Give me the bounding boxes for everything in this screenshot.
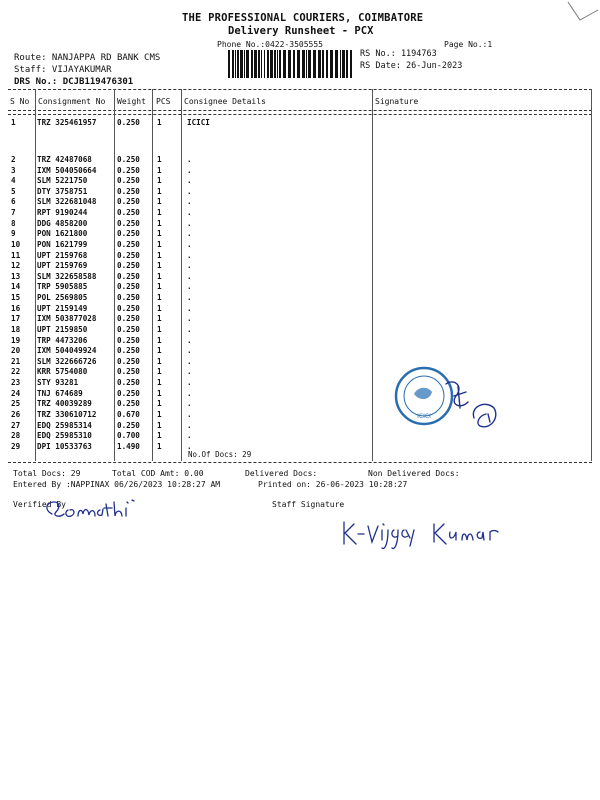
row-consignment-no: TRZ 42487068 <box>37 155 92 164</box>
row-pcs: 1 <box>157 165 162 175</box>
row-sno: 14 <box>11 282 21 292</box>
row-pcs: 1 <box>157 303 162 313</box>
row-consignee-details: . <box>187 282 192 292</box>
row-pcs: 1 <box>157 218 162 228</box>
row-sno: 12 <box>11 261 21 271</box>
row-pcs: 1 <box>157 441 162 451</box>
row-sno: 4 <box>11 176 16 186</box>
row-pcs: 1 <box>157 420 162 430</box>
row-pcs: 1 <box>157 271 162 281</box>
no-of-docs: No.Of Docs: 29 <box>188 450 252 459</box>
row-consignment-no: DDG 4858200 <box>37 218 88 228</box>
row-sno: 23 <box>11 378 21 388</box>
barcode-bar <box>258 50 260 78</box>
row-weight: 0.250 <box>117 218 140 228</box>
non-delivered-docs: Non Delivered Docs: <box>368 469 460 478</box>
barcode-bar <box>270 50 273 78</box>
row-consignment-no: PON 1621800 <box>37 229 88 239</box>
row-consignee-details: . <box>187 165 192 175</box>
barcode-bar <box>267 50 269 78</box>
row-consignment-no: IXM 504049924 <box>37 346 97 356</box>
row-sno: 19 <box>11 335 21 345</box>
row-weight: 0.250 <box>117 388 140 398</box>
row-consignment-no: UPT 2159769 <box>37 261 88 271</box>
row-consignment-no: TRZ 330610712 <box>37 409 97 419</box>
company-title: THE PROFESSIONAL COURIERS, COIMBATORE <box>182 12 424 24</box>
row-pcs: 1 <box>157 229 162 239</box>
table-row <box>0 240 600 251</box>
row-sno: 3 <box>11 165 16 175</box>
row-weight: 0.700 <box>117 431 140 441</box>
row-sno: 5 <box>11 186 16 196</box>
barcode-bar <box>302 50 305 78</box>
table-row <box>0 442 600 453</box>
row-weight: 0.250 <box>117 293 140 303</box>
header-consignment: Consignment No <box>38 97 106 106</box>
row-sno: 26 <box>11 409 21 419</box>
row-weight: 0.250 <box>117 324 140 334</box>
table-row <box>0 166 600 177</box>
delivered-docs: Delivered Docs: <box>245 469 318 478</box>
barcode-bar <box>306 50 307 78</box>
row-sno: 16 <box>11 303 21 313</box>
table-row <box>0 176 600 187</box>
row-consignee-details: . <box>187 261 192 271</box>
row-consignment-no: SLM 322666726 <box>37 356 97 366</box>
row-consignee-details: . <box>187 409 192 419</box>
row-consignee-details: . <box>187 399 192 409</box>
table-row <box>0 251 600 262</box>
row-sno: 8 <box>11 218 16 228</box>
row-weight: 0.250 <box>117 314 140 324</box>
barcode-bar <box>274 50 276 78</box>
row-pcs: 1 <box>157 282 162 292</box>
row-consignee-details: . <box>187 420 192 430</box>
row-weight: 0.250 <box>117 197 140 207</box>
row-consignment-no: UPT 2159850 <box>37 324 88 334</box>
row-pcs: 1 <box>157 239 162 249</box>
barcode-bar <box>318 50 321 78</box>
row-consignee-details: . <box>187 431 192 441</box>
row-consignment-no: TNJ 674689 <box>37 388 83 398</box>
staff-signature <box>338 516 518 556</box>
rs-date: RS Date: 26-Jun-2023 <box>360 61 463 71</box>
row-consignee-details: . <box>187 388 192 398</box>
row-consignee-details: . <box>187 293 192 303</box>
row-consignee-details: . <box>187 229 192 239</box>
row-consignment-no: STY 93281 <box>37 378 79 388</box>
row-sno: 11 <box>11 250 21 260</box>
row-weight: 0.250 <box>117 367 140 377</box>
table-row <box>0 336 600 347</box>
barcode-bar <box>288 50 291 78</box>
row-sno: 27 <box>11 420 21 430</box>
row-consignment-no: RPT 9190244 <box>37 208 88 218</box>
row-consignee-details: . <box>187 378 192 388</box>
row-pcs: 1 <box>157 250 162 260</box>
entered-by: Entered By :NAPPINAX 06/26/2023 10:28:27 AM <box>13 480 221 489</box>
row-pcs: 1 <box>157 346 162 356</box>
divider <box>8 110 592 111</box>
row-consignment-no: TRZ 325461957 <box>37 118 97 127</box>
table-row <box>0 229 600 240</box>
barcode-bar <box>264 50 265 78</box>
row-sno: 20 <box>11 346 21 356</box>
row-weight: 1.490 <box>117 441 140 451</box>
table-row <box>0 261 600 272</box>
rs-number: RS No.: 1194763 <box>360 49 437 59</box>
barcode-bar <box>308 50 311 78</box>
row-sno: 10 <box>11 239 21 249</box>
row-pcs: 1 <box>157 367 162 377</box>
row-weight: 0.250 <box>117 282 140 292</box>
drs-number: DRS No.: DCJB119476301 <box>14 77 134 87</box>
row-sno: 1 <box>11 118 16 127</box>
row-consignment-no: SLM 322658588 <box>37 271 97 281</box>
row-weight: 0.250 <box>117 356 140 366</box>
row-consignee-details: . <box>187 176 192 186</box>
row-sno: 6 <box>11 197 16 207</box>
header-signature: Signature <box>375 97 419 106</box>
row-weight: 0.250 <box>117 399 140 409</box>
barcode-bar <box>342 50 345 78</box>
row-consignee-details: . <box>187 324 192 334</box>
divider <box>8 89 592 90</box>
staff: Staff: VIJAYAKUMAR <box>14 65 112 75</box>
row-consignment-no: IXM 504050664 <box>37 165 97 175</box>
row-pcs: 1 <box>157 176 162 186</box>
header-consignee-details: Consignee Details <box>184 97 266 106</box>
row-weight: 0.250 <box>117 250 140 260</box>
row-pcs: 1 <box>157 314 162 324</box>
row-consignment-no: IXM 503877028 <box>37 314 97 324</box>
total-cod-amount: Total COD Amt: 0.00 <box>112 469 204 478</box>
row-sno: 24 <box>11 388 21 398</box>
row-sno: 22 <box>11 367 21 377</box>
table-row <box>0 293 600 304</box>
row-pcs: 1 <box>157 409 162 419</box>
row-weight: 0.250 <box>117 346 140 356</box>
row-weight: 0.250 <box>117 420 140 430</box>
icici-stamp <box>394 356 512 442</box>
row-consignee-details: . <box>187 155 192 164</box>
row-consignment-no: SLM 322681048 <box>37 197 97 207</box>
table-row <box>0 118 600 129</box>
row-consignment-no: DTY 3758751 <box>37 186 88 196</box>
barcode-bar <box>322 50 324 78</box>
table-row <box>0 304 600 315</box>
barcode-bar <box>235 50 236 78</box>
barcode-bar <box>254 50 257 78</box>
row-sno: 17 <box>11 314 21 324</box>
row-pcs: 1 <box>157 431 162 441</box>
row-consignee-details: . <box>187 356 192 366</box>
row-pcs: 1 <box>157 324 162 334</box>
row-pcs: 1 <box>157 118 162 127</box>
staff-signature-label: Staff Signature <box>272 500 345 509</box>
row-consignee-details: . <box>187 441 192 451</box>
row-weight: 0.250 <box>117 186 140 196</box>
barcode-bar <box>297 50 300 78</box>
row-consignee-details: . <box>187 208 192 218</box>
row-weight: 0.250 <box>117 335 140 345</box>
table-row <box>0 282 600 293</box>
row-sno: 9 <box>11 229 16 239</box>
barcode-bar <box>340 50 341 78</box>
row-consignment-no: KRR 5754080 <box>37 367 88 377</box>
row-weight: 0.250 <box>117 118 140 127</box>
barcode-bar <box>346 50 348 78</box>
row-pcs: 1 <box>157 399 162 409</box>
document-title: Delivery Runsheet - PCX <box>228 25 374 37</box>
barcode <box>228 50 353 78</box>
row-consignee-details: . <box>187 271 192 281</box>
row-weight: 0.250 <box>117 239 140 249</box>
row-consignee-details: . <box>187 239 192 249</box>
row-consignee-details: . <box>187 346 192 356</box>
row-sno: 28 <box>11 431 21 441</box>
barcode-bar <box>277 50 278 78</box>
verifier-signature <box>38 496 143 526</box>
table-row <box>0 314 600 325</box>
table-row <box>0 325 600 336</box>
row-pcs: 1 <box>157 197 162 207</box>
row-weight: 0.250 <box>117 176 140 186</box>
row-weight: 0.250 <box>117 165 140 175</box>
row-pcs: 1 <box>157 293 162 303</box>
phone-number: Phone No.:0422-3505555 <box>217 40 323 49</box>
row-sno: 15 <box>11 293 21 303</box>
row-consignment-no: TRZ 40039289 <box>37 399 92 409</box>
barcode-bar <box>350 50 352 78</box>
stamp-text: ICICI <box>417 413 431 420</box>
barcode-bar <box>335 50 338 78</box>
row-pcs: 1 <box>157 261 162 271</box>
row-weight: 0.250 <box>117 261 140 271</box>
row-consignment-no: UPT 2159768 <box>37 250 88 260</box>
row-consignment-no: POL 2569805 <box>37 293 88 303</box>
row-consignee-details: . <box>187 197 192 207</box>
row-sno: 18 <box>11 324 21 334</box>
row-consignee-details: . <box>187 314 192 324</box>
row-pcs: 1 <box>157 186 162 196</box>
row-consignment-no: EDQ 25985314 <box>37 420 92 430</box>
row-consignment-no: SLM 5221750 <box>37 176 88 186</box>
row-pcs: 1 <box>157 388 162 398</box>
row-consignment-no: PON 1621799 <box>37 239 88 249</box>
barcode-bar <box>279 50 281 78</box>
row-pcs: 1 <box>157 378 162 388</box>
row-consignee-details: ICICI <box>187 118 210 127</box>
table-row <box>0 155 600 166</box>
header-pcs: PCS <box>156 97 171 106</box>
barcode-bar <box>232 50 234 78</box>
row-sno: 29 <box>11 441 21 451</box>
printed-on: Printed on: 26-06-2023 10:28:27 <box>258 480 408 489</box>
header-weight: Weight <box>117 97 146 106</box>
table-row <box>0 187 600 198</box>
page-fold-mark <box>566 0 600 24</box>
row-sno: 2 <box>11 155 16 164</box>
header-sno: S No <box>10 97 30 106</box>
row-consignee-details: . <box>187 250 192 260</box>
row-consignee-details: . <box>187 303 192 313</box>
page-number: Page No.:1 <box>444 40 493 49</box>
barcode-bar <box>283 50 286 78</box>
total-docs: Total Docs: 29 <box>13 469 81 478</box>
row-consignment-no: TRP 4473206 <box>37 335 88 345</box>
barcode-bar <box>237 50 239 78</box>
row-weight: 0.250 <box>117 378 140 388</box>
row-consignee-details: . <box>187 218 192 228</box>
row-sno: 25 <box>11 399 21 409</box>
row-consignment-no: UPT 2159149 <box>37 303 88 313</box>
row-pcs: 1 <box>157 356 162 366</box>
row-weight: 0.250 <box>117 208 140 218</box>
row-weight: 0.250 <box>117 155 140 164</box>
barcode-bar <box>261 50 262 78</box>
row-pcs: 1 <box>157 335 162 345</box>
row-sno: 21 <box>11 356 21 366</box>
table-row <box>0 197 600 208</box>
verified-by-label: Verified By <box>13 500 66 509</box>
row-consignment-no: EDQ 25985310 <box>37 431 92 441</box>
row-consignee-details: . <box>187 186 192 196</box>
row-weight: 0.250 <box>117 229 140 239</box>
barcode-bar <box>240 50 243 78</box>
row-sno: 13 <box>11 271 21 281</box>
barcode-bar <box>326 50 328 78</box>
table-row <box>0 272 600 283</box>
row-consignment-no: DPI 10533763 <box>37 441 92 451</box>
barcode-bar <box>293 50 295 78</box>
row-pcs: 1 <box>157 155 162 164</box>
divider <box>8 462 592 463</box>
row-weight: 0.250 <box>117 303 140 313</box>
row-consignee-details: . <box>187 335 192 345</box>
table-row <box>0 219 600 230</box>
barcode-bar <box>251 50 253 78</box>
row-sno: 7 <box>11 208 16 218</box>
barcode-bar <box>313 50 316 78</box>
table-row <box>0 208 600 219</box>
row-weight: 0.250 <box>117 271 140 281</box>
route: Route: NANJAPPA RD BANK CMS <box>14 53 161 63</box>
barcode-bar <box>244 50 245 78</box>
row-pcs: 1 <box>157 208 162 218</box>
row-weight: 0.670 <box>117 409 140 419</box>
barcode-bar <box>330 50 333 78</box>
barcode-bar <box>228 50 230 78</box>
row-consignment-no: TRP 5905885 <box>37 282 88 292</box>
divider <box>8 114 592 115</box>
barcode-bar <box>246 50 249 78</box>
row-consignee-details: . <box>187 367 192 377</box>
